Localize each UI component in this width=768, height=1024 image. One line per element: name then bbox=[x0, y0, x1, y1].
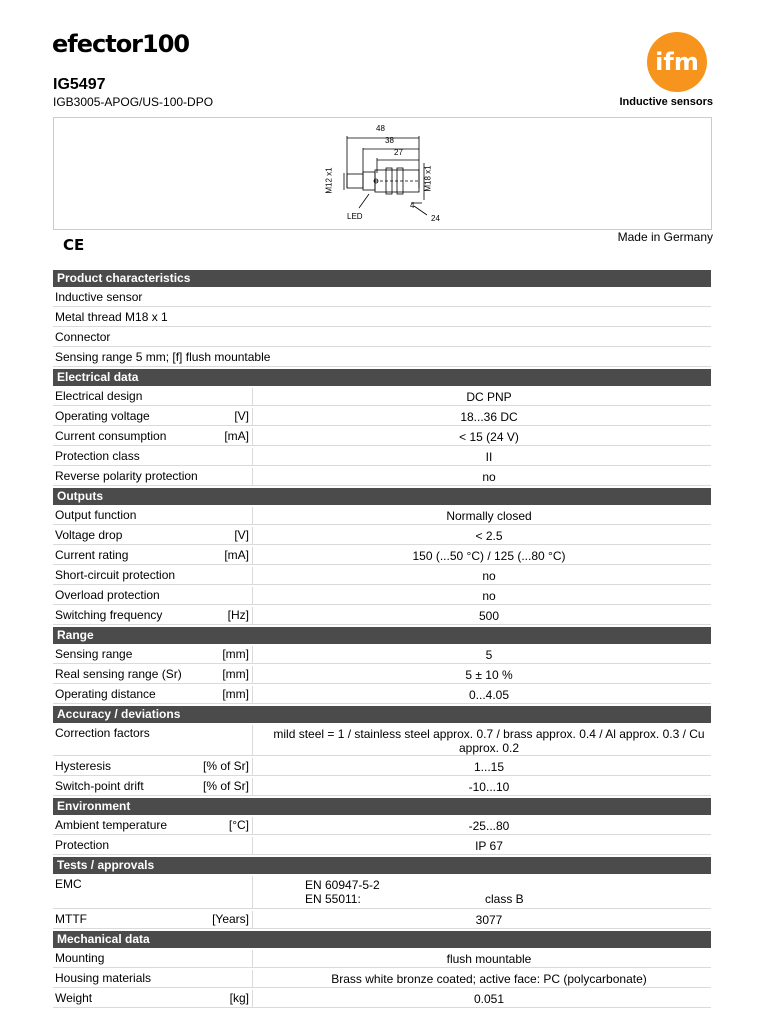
row-unit bbox=[249, 507, 252, 524]
row-label-cell bbox=[53, 646, 253, 663]
row-value: -25...80 bbox=[468, 819, 510, 833]
row-label-cell bbox=[53, 950, 253, 967]
row-text: Metal thread M18 x 1 bbox=[55, 310, 168, 324]
label-m18: M18 x1 bbox=[423, 165, 433, 192]
table-row bbox=[53, 607, 711, 625]
row-text: Connector bbox=[55, 330, 111, 344]
row-label-cell bbox=[53, 778, 253, 795]
row-unit: [°C] bbox=[228, 818, 249, 832]
table-row bbox=[53, 289, 711, 307]
table-row bbox=[53, 428, 711, 446]
row-value: 3077 bbox=[475, 913, 503, 927]
row-label: EMC bbox=[55, 877, 82, 891]
row-label: Operating distance bbox=[55, 687, 156, 701]
section-header-environment: Environment bbox=[53, 798, 711, 815]
row-value: IP 67 bbox=[475, 839, 503, 853]
row-label-cell bbox=[53, 911, 253, 928]
row-label: Protection class bbox=[55, 449, 140, 463]
row-value: no bbox=[482, 589, 496, 603]
table-row bbox=[53, 329, 711, 347]
dimension-drawing bbox=[53, 117, 712, 230]
row-unit bbox=[249, 950, 252, 967]
emc-standard-2 bbox=[305, 892, 711, 906]
row-unit bbox=[249, 837, 252, 854]
row-label-cell bbox=[53, 567, 253, 584]
dim-48: 48 bbox=[376, 124, 385, 133]
row-unit bbox=[249, 587, 252, 604]
section-header-tests: Tests / approvals bbox=[53, 857, 711, 874]
made-in-label: Made in Germany bbox=[617, 230, 713, 244]
row-label-cell bbox=[53, 837, 253, 854]
row-label-cell bbox=[53, 686, 253, 703]
table-row bbox=[53, 349, 711, 367]
table-row bbox=[53, 567, 711, 585]
section-header-range: Range bbox=[53, 627, 711, 644]
table-row bbox=[53, 876, 711, 909]
row-value: < 15 (24 V) bbox=[459, 430, 519, 444]
table-row bbox=[53, 911, 711, 929]
row-value: Normally closed bbox=[446, 509, 532, 523]
emc-values bbox=[267, 876, 711, 908]
section-header-electrical: Electrical data bbox=[53, 369, 711, 386]
row-unit bbox=[249, 725, 252, 755]
table-row bbox=[53, 686, 711, 704]
table-row bbox=[53, 778, 711, 796]
row-unit: [Years] bbox=[212, 912, 249, 926]
dim-38: 38 bbox=[385, 136, 394, 145]
row-value: 0...4.05 bbox=[468, 688, 510, 702]
row-unit: [mA] bbox=[224, 548, 249, 562]
table-row bbox=[53, 408, 711, 426]
table-row bbox=[53, 646, 711, 664]
row-label: Output function bbox=[55, 508, 137, 522]
row-value: 18...36 DC bbox=[460, 410, 518, 424]
row-label-cell bbox=[53, 428, 253, 445]
row-label-cell bbox=[53, 970, 253, 987]
row-label-cell bbox=[53, 388, 253, 405]
row-unit: [V] bbox=[234, 528, 249, 542]
row-label: Mounting bbox=[55, 951, 105, 965]
label-m12: M12 x1 bbox=[324, 167, 334, 194]
row-label: Housing materials bbox=[55, 971, 152, 985]
row-value: 5 ± 10 % bbox=[465, 668, 513, 682]
row-label-cell bbox=[53, 758, 253, 775]
article-number: IGB3005-APOG/US-100-DPO bbox=[53, 95, 214, 109]
ce-mark: CE bbox=[63, 236, 85, 254]
table-row bbox=[53, 448, 711, 466]
table-row bbox=[53, 527, 711, 545]
row-text: Sensing range 5 mm; [f] flush mountable bbox=[55, 350, 271, 364]
row-label: Current consumption bbox=[55, 429, 167, 443]
row-label: Current rating bbox=[55, 548, 129, 562]
row-label: Ambient temperature bbox=[55, 818, 168, 832]
row-label-cell bbox=[53, 587, 253, 604]
table-row bbox=[53, 758, 711, 776]
dim-24: 24 bbox=[431, 214, 440, 223]
row-label: Switch-point drift bbox=[55, 779, 144, 793]
dim-4: 4 bbox=[410, 201, 415, 210]
sensor-drawing-svg bbox=[54, 118, 713, 231]
label-led: LED bbox=[347, 212, 363, 221]
table-row bbox=[53, 547, 711, 565]
table-row bbox=[53, 837, 711, 855]
row-label-cell bbox=[53, 547, 253, 564]
table-row bbox=[53, 468, 711, 486]
row-label-cell bbox=[53, 725, 253, 755]
row-value: mild steel = 1 / stainless steel approx. 0.7 / brass approx. 0.4 / Al approx. 0.3 / Cu approx. 0.2 bbox=[273, 727, 705, 755]
row-unit bbox=[249, 876, 252, 908]
row-unit: [mm] bbox=[222, 647, 249, 661]
row-value: 5 bbox=[485, 648, 493, 662]
row-label: Operating voltage bbox=[55, 409, 150, 423]
row-label: Correction factors bbox=[55, 726, 150, 740]
row-label-cell bbox=[53, 468, 253, 485]
row-label-cell bbox=[53, 990, 253, 1007]
table-row bbox=[53, 666, 711, 684]
row-unit: [Hz] bbox=[227, 608, 249, 622]
emc-standard-2-class: class B bbox=[485, 892, 524, 906]
row-unit: [mm] bbox=[222, 687, 249, 701]
row-label: Real sensing range (Sr) bbox=[55, 667, 182, 681]
emc-standard-1: EN 60947-5-2 bbox=[305, 878, 380, 892]
section-header-outputs: Outputs bbox=[53, 488, 711, 505]
row-label: Reverse polarity protection bbox=[55, 469, 198, 483]
row-unit bbox=[249, 468, 252, 485]
row-text: Inductive sensor bbox=[55, 290, 143, 304]
table-row bbox=[53, 970, 711, 988]
table-row bbox=[53, 587, 711, 605]
row-value: -10...10 bbox=[468, 780, 510, 794]
row-value: 500 bbox=[478, 609, 500, 623]
spec-table bbox=[53, 268, 711, 1008]
product-category: Inductive sensors bbox=[619, 96, 713, 108]
section-header-product: Product characteristics bbox=[53, 270, 711, 287]
row-unit bbox=[249, 567, 252, 584]
table-row bbox=[53, 507, 711, 525]
row-value: DC PNP bbox=[466, 390, 512, 404]
row-label: Electrical design bbox=[55, 389, 143, 403]
row-label: Weight bbox=[55, 991, 93, 1005]
ifm-logo: ifm bbox=[647, 32, 707, 92]
row-unit: [% of Sr] bbox=[202, 759, 249, 773]
product-id: IG5497 bbox=[53, 76, 106, 93]
row-unit: [mm] bbox=[222, 667, 249, 681]
row-label: Short-circuit protection bbox=[55, 568, 176, 582]
section-header-accuracy: Accuracy / deviations bbox=[53, 706, 711, 723]
row-label-cell bbox=[53, 666, 253, 683]
section-header-mechanical: Mechanical data bbox=[53, 931, 711, 948]
table-row bbox=[53, 725, 711, 756]
row-label: Protection bbox=[55, 838, 110, 852]
dim-27: 27 bbox=[394, 148, 403, 157]
row-label: Hysteresis bbox=[55, 759, 112, 773]
table-row bbox=[53, 950, 711, 968]
row-label: Switching frequency bbox=[55, 608, 163, 622]
row-label-cell bbox=[53, 607, 253, 624]
row-unit: [V] bbox=[234, 409, 249, 423]
row-unit: [% of Sr] bbox=[202, 779, 249, 793]
row-value: II bbox=[485, 450, 493, 464]
row-label-cell bbox=[53, 817, 253, 834]
brand-logo-text: efector100 bbox=[52, 30, 190, 58]
row-unit bbox=[249, 970, 252, 987]
row-unit bbox=[249, 448, 252, 465]
row-unit: [mA] bbox=[224, 429, 249, 443]
row-label: MTTF bbox=[55, 912, 87, 926]
row-label-cell bbox=[53, 408, 253, 425]
row-unit: [kg] bbox=[229, 991, 249, 1005]
row-value: no bbox=[482, 470, 496, 484]
row-value: Brass white bronze coated; active face: PC (polycarbonate) bbox=[331, 972, 647, 986]
row-label: Voltage drop bbox=[55, 528, 123, 542]
row-value: no bbox=[482, 569, 496, 583]
row-value: < 2.5 bbox=[475, 529, 503, 543]
row-label-cell bbox=[53, 448, 253, 465]
emc-standard-2-name: EN 55011: bbox=[305, 892, 361, 906]
row-label-cell bbox=[53, 507, 253, 524]
row-label: Overload protection bbox=[55, 588, 160, 602]
row-label-cell bbox=[53, 876, 253, 908]
table-row bbox=[53, 309, 711, 327]
table-row bbox=[53, 388, 711, 406]
table-row bbox=[53, 990, 711, 1008]
row-label: Sensing range bbox=[55, 647, 133, 661]
row-value: flush mountable bbox=[446, 952, 532, 966]
row-label-cell bbox=[53, 527, 253, 544]
row-unit bbox=[249, 388, 252, 405]
row-value: 1...15 bbox=[473, 760, 505, 774]
row-value: 0.051 bbox=[473, 992, 505, 1006]
table-row bbox=[53, 817, 711, 835]
row-value: 150 (...50 °C) / 125 (...80 °C) bbox=[412, 549, 566, 563]
